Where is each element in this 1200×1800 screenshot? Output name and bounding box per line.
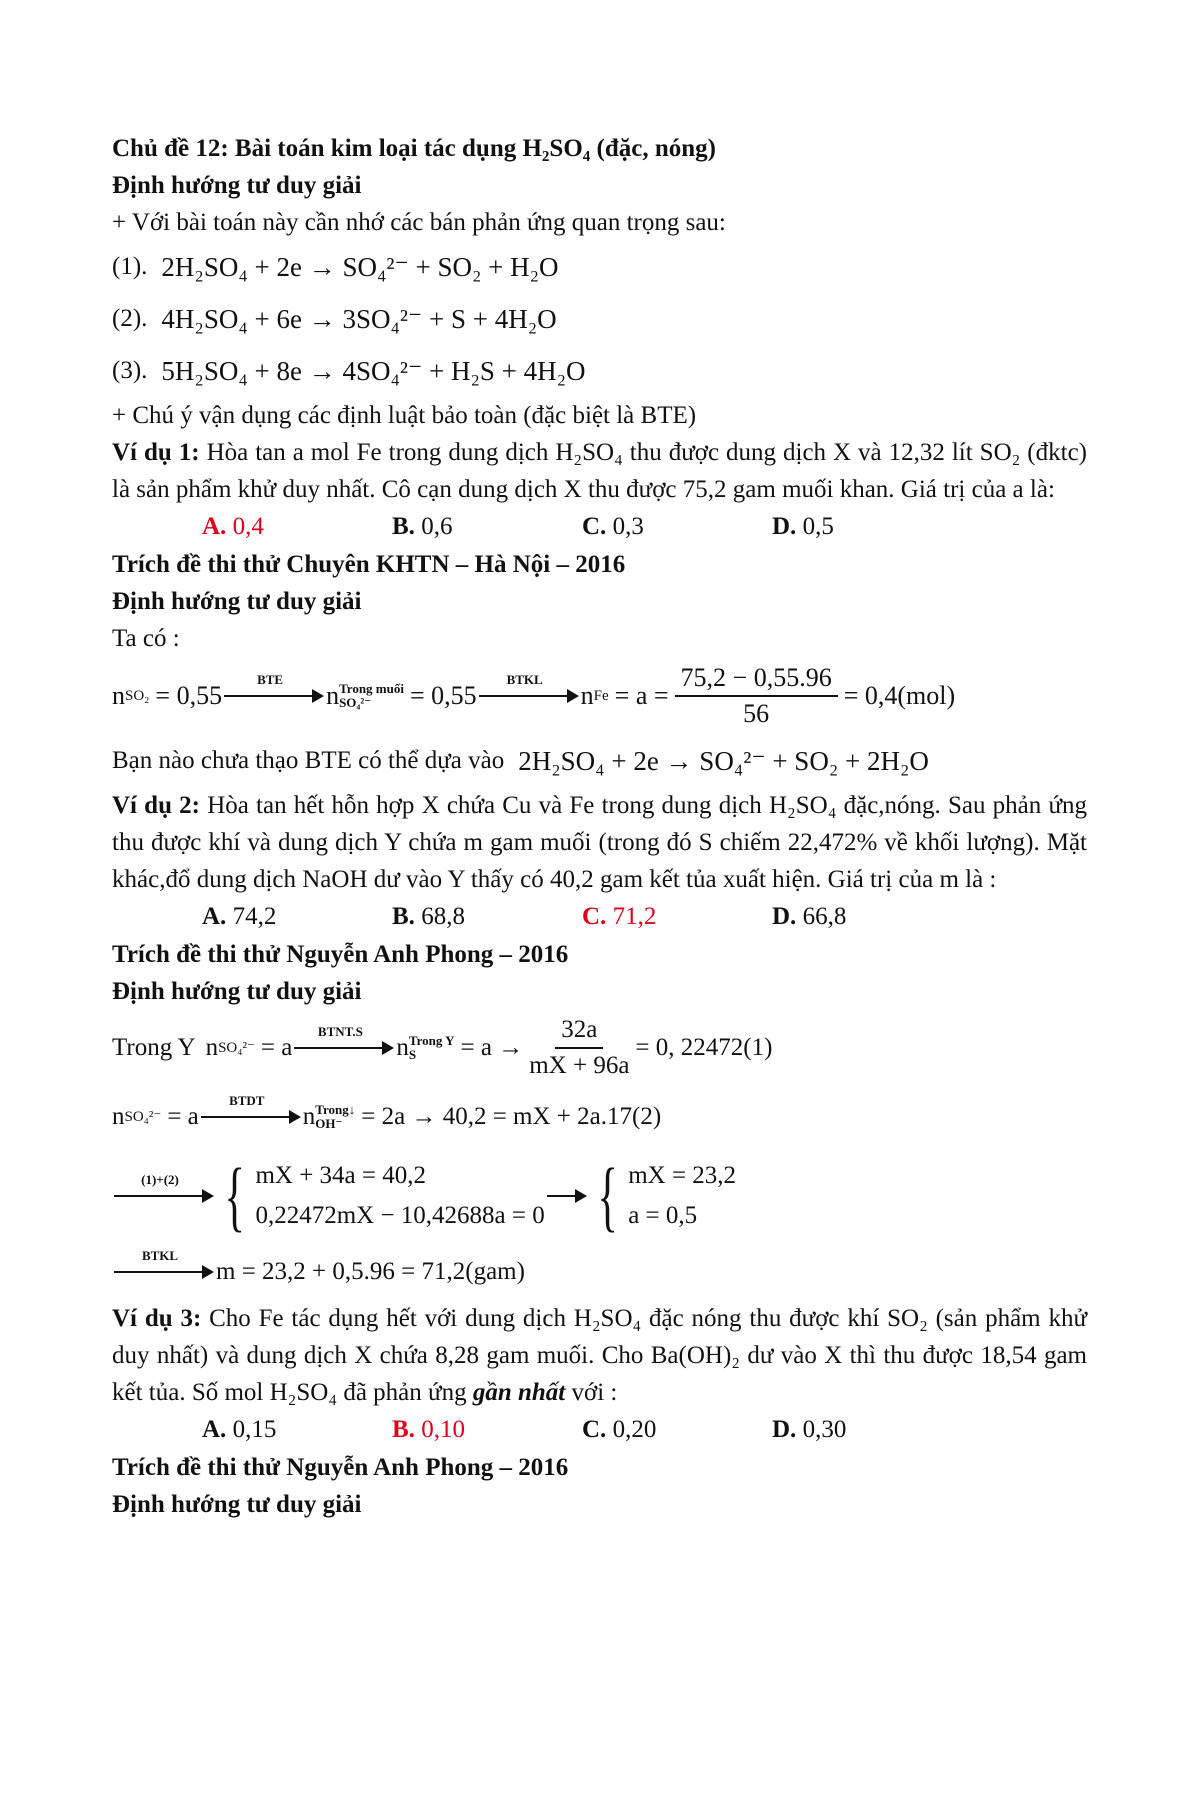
btdt-arrow: BTDT [201,1107,301,1127]
example-3-question: Ví dụ 3: Cho Fe tác dụng hết với dung dịch H₂SO₄ đặc nóng thu được khí SO₂ (sản phẩm khử duy nhất) và dung dịch X chứa 8,28 gam muối. Cho Ba(OH)₂ dư vào X thì thu được 18,54 gam kết tủa. Số mol H₂SO₄ đã phản ứng gần nhất với : [112,1305,1087,1406]
choice-c: C. 71,2 [582,903,657,930]
reaction-2 [112,293,1087,345]
example-1-source: Trích đề thi thử Chuyên KHTN – Hà Nội – 2016 [112,551,626,578]
choice-c: C. 0,20 [582,1416,657,1443]
reaction-number: (2). [112,305,148,332]
document-page [112,130,1087,1523]
equation-system-2: { mX = 23,2 a = 0,5 [597,1152,737,1239]
choice-d: D. 0,30 [772,1416,847,1443]
ta-co-text: Ta có : [112,625,180,652]
example-2-question [112,787,1087,898]
emphasis: gần nhất [472,1379,566,1406]
example-1-solution: n SO₂ = 0,55 BTE n Trong muối SO₄²⁻ = 0,55 BTKL n Fe = a = $\frac{75,2 - 0,55.96}{56}$ = 0,4(mol) [112,657,1087,735]
example-2-line-3 [112,1148,1087,1244]
choice-a: A. 0,4 [202,513,264,540]
page-title: Chủ đề 12: Bài toán kim loại tác dụng H₂SO₄ (đặc, nóng) [112,135,716,162]
result-arrow [547,1186,587,1206]
example-2-choices [202,898,1087,936]
reaction-equation: 5H₂SO₄ + 8e → 4SO₄²⁻ + H₂S + 4H₂O [161,355,586,386]
example-2-line-4: BTKL m = 23,2 + 0,5.96 = 71,2(gam) [112,1244,1087,1300]
fraction: $\frac{75,2 - 0,55.96}{56}$ [675,661,838,731]
question-text: Cho Fe tác dụng hết với dung dịch H₂SO₄ đặc nóng thu được khí SO₂ (sản phẩm khử duy nhất) và dung dịch X chứa 8,28 gam muối. Cho Ba(OH)₂ dư vào X thì thu được 18,54 gam kết tủa. Số mol H₂SO₄ đã phản ứng [112,1305,1087,1406]
combine-arrow: (1)+(2) [114,1186,214,1206]
choice-b: B. 0,6 [392,513,453,540]
method-heading: Định hướng tư duy giải [112,1491,362,1518]
example-1-choices [202,508,1087,546]
bte-arrow: BTE [224,686,324,706]
example-3-choices [202,1411,1087,1449]
example-2-line-1: Trong Y n SO₄²⁻ = a BTNT.S n Trong Y S = a → $\frac{32a}{mX + 96a}$ = 0, 22472(1) [112,1010,1087,1086]
example-label: Ví dụ 1: [112,439,200,466]
example-1-question [112,434,1087,508]
fraction: $\frac{32a}{mX + 96a}$ [529,1013,629,1083]
choice-a: A. 0,15 [202,1416,277,1443]
reaction-1 [112,241,1087,293]
reaction-number: (3). [112,357,148,384]
example-1-tip: Bạn nào chưa thạo BTE có thể dựa vào 2H₂SO₄ + 2e → SO₄²⁻ + SO₂ + 2H₂O [112,745,929,776]
note-text: + Chú ý vận dụng các định luật bảo toàn (đặc biệt là BTE) [112,402,697,429]
example-2-source: Trích đề thi thử Nguyễn Anh Phong – 2016 [112,941,569,968]
question-text: Hòa tan hết hỗn hợp X chứa Cu và Fe trong dung dịch H₂SO₄ đặc,nóng. Sau phản ứng thu được khí và dung dịch Y chứa m gam muối (trong đó S chiếm 22,472% về khối lượng). Mặt khác,đổ dung dịch NaOH dư vào Y thấy có 40,2 gam kết tủa xuất hiện. Giá trị của m là : [112,792,1087,893]
btkl-arrow: BTKL [479,686,579,706]
example-label: Ví dụ 3: [112,1305,202,1332]
choice-d: D. 0,5 [772,513,834,540]
intro-text: + Với bài toán này cần nhớ các bán phản ứng quan trọng sau: [112,209,726,236]
example-label: Ví dụ 2: [112,792,201,819]
equation-system-1: { mX + 34a = 40,2 0,22472mX − 10,42688a = 0 [224,1152,545,1239]
choice-c: C. 0,3 [582,513,644,540]
reaction-equation: 4H₂SO₄ + 6e → 3SO₄²⁻ + S + 4H₂O [161,303,557,334]
choice-a: A. 74,2 [202,903,277,930]
choice-d: D. 66,8 [772,903,847,930]
reaction-number: (1). [112,253,148,280]
method-heading: Định hướng tư duy giải [112,588,362,615]
reaction-3 [112,345,1087,397]
choice-b: B. 0,10 [392,1416,465,1443]
question-text: Hòa tan a mol Fe trong dung dịch H₂SO₄ thu được dung dịch X và 12,32 lít SO₂ (đktc) là sản phẩm khử duy nhất. Cô cạn dung dịch X thu được 75,2 gam muối khan. Giá trị của a là: [112,439,1088,503]
choice-b: B. 68,8 [392,903,465,930]
btnt-arrow: BTNT.S [294,1038,394,1058]
example-3-source: Trích đề thi thử Nguyễn Anh Phong – 2016 [112,1454,569,1481]
example-2-line-2: n SO₄²⁻ = a BTDT n Trong↓ OH⁻ = 2a → 40,2 = mX + 2a.17(2) [112,1093,662,1131]
reaction-equation: 2H₂SO₄ + 2e → SO₄²⁻ + SO₂ + H₂O [161,251,559,282]
btkl-arrow: BTKL [114,1262,214,1282]
method-heading: Định hướng tư duy giải [112,978,362,1005]
method-heading: Định hướng tư duy giải [112,172,362,199]
